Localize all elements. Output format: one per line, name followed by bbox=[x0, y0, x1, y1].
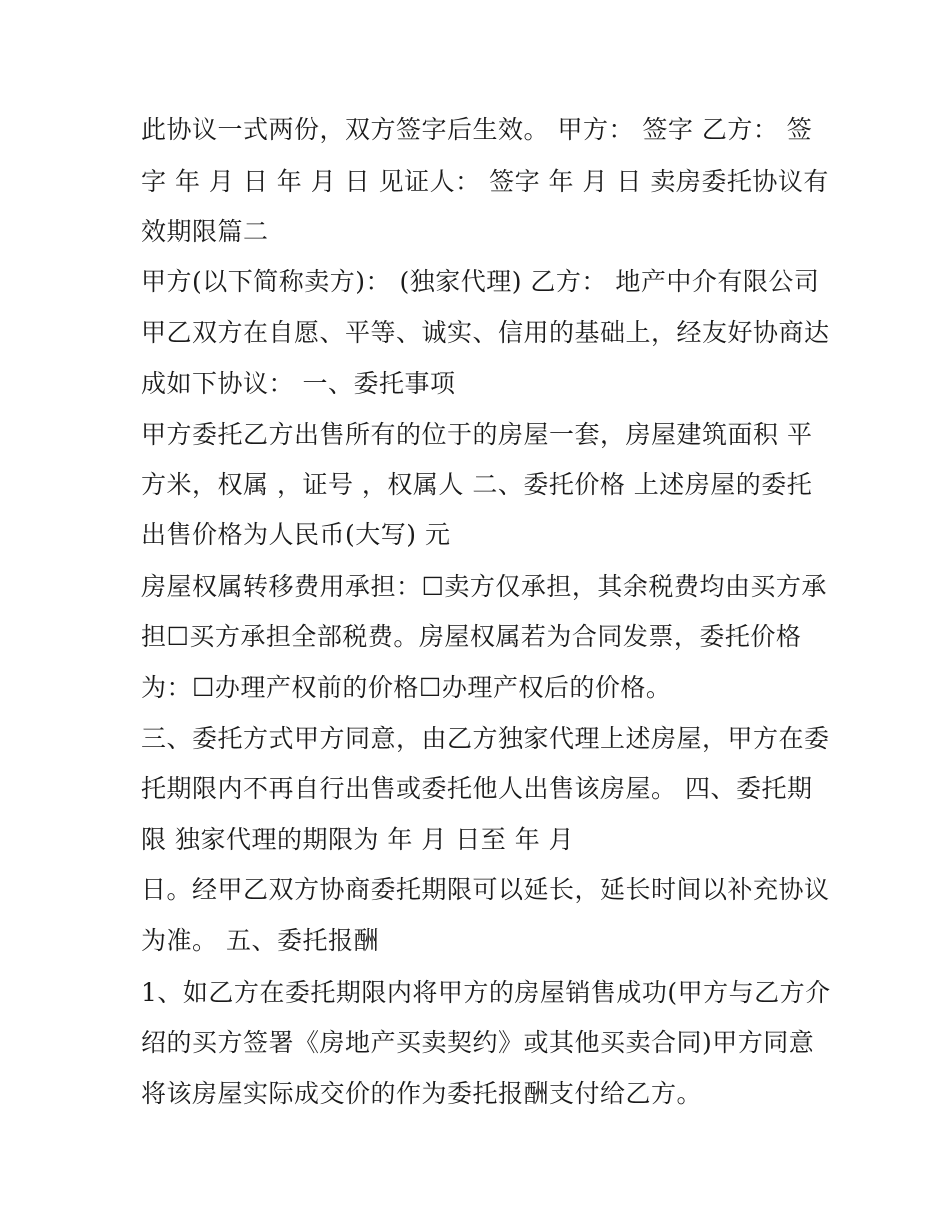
text-line: 成如下协议： 一、委托事项 bbox=[141, 369, 456, 398]
text-line: 将该房屋实际成交价的作为委托报酬支付给乙方。 bbox=[141, 1079, 703, 1108]
text-line: 绍的买方签署《房地产买卖契约》或其他买卖合同)甲方同意 bbox=[141, 1028, 815, 1057]
text-line: 日。经甲乙双方协商委托期限可以延长，延长时间以补充协议 bbox=[141, 875, 830, 904]
text-line: 为：☐办理产权前的价格☐办理产权后的价格。 bbox=[141, 673, 672, 702]
text-line: 出售价格为人民币(大写) 元 bbox=[141, 520, 451, 549]
text-line: 此协议一式两份，双方签字后生效。 甲方： 签字 乙方： 签 bbox=[141, 115, 813, 144]
text-line: 甲方委托乙方出售所有的位于的房屋一套，房屋建筑面积 平 bbox=[141, 420, 813, 449]
text-line: 三、委托方式甲方同意，由乙方独家代理上述房屋，甲方在委 bbox=[141, 724, 830, 753]
text-line: 1、如乙方在委托期限内将甲方的房屋销售成功(甲方与乙方介 bbox=[141, 978, 831, 1007]
text-line: 甲乙双方在自愿、平等、诚实、信用的基础上，经友好协商达 bbox=[141, 318, 830, 347]
text-line: 托期限内不再自行出售或委托他人出售该房屋。 四、委托期 bbox=[141, 774, 813, 803]
text-line: 限 独家代理的期限为 年 月 日至 年 月 bbox=[141, 825, 575, 854]
text-line: 字 年 月 日 年 月 日 见证人： 签字 年 月 日 卖房委托协议有 bbox=[141, 167, 829, 196]
text-line: 房屋权属转移费用承担：☐卖方仅承担，其余税费均由买方承 bbox=[141, 572, 827, 601]
text-line: 为准。 五、委托报酬 bbox=[141, 926, 379, 955]
text-line: 方米，权属 ，证号 ，权属人 二、委托价格 上述房屋的委托 bbox=[141, 470, 813, 499]
text-line: 效期限篇二 bbox=[141, 217, 269, 246]
text-line: 担☐买方承担全部税费。房屋权属若为合同发票，委托价格 bbox=[141, 622, 802, 651]
text-line: 甲方(以下简称卖方)： (独家代理) 乙方： 地产中介有限公司 bbox=[141, 267, 820, 296]
